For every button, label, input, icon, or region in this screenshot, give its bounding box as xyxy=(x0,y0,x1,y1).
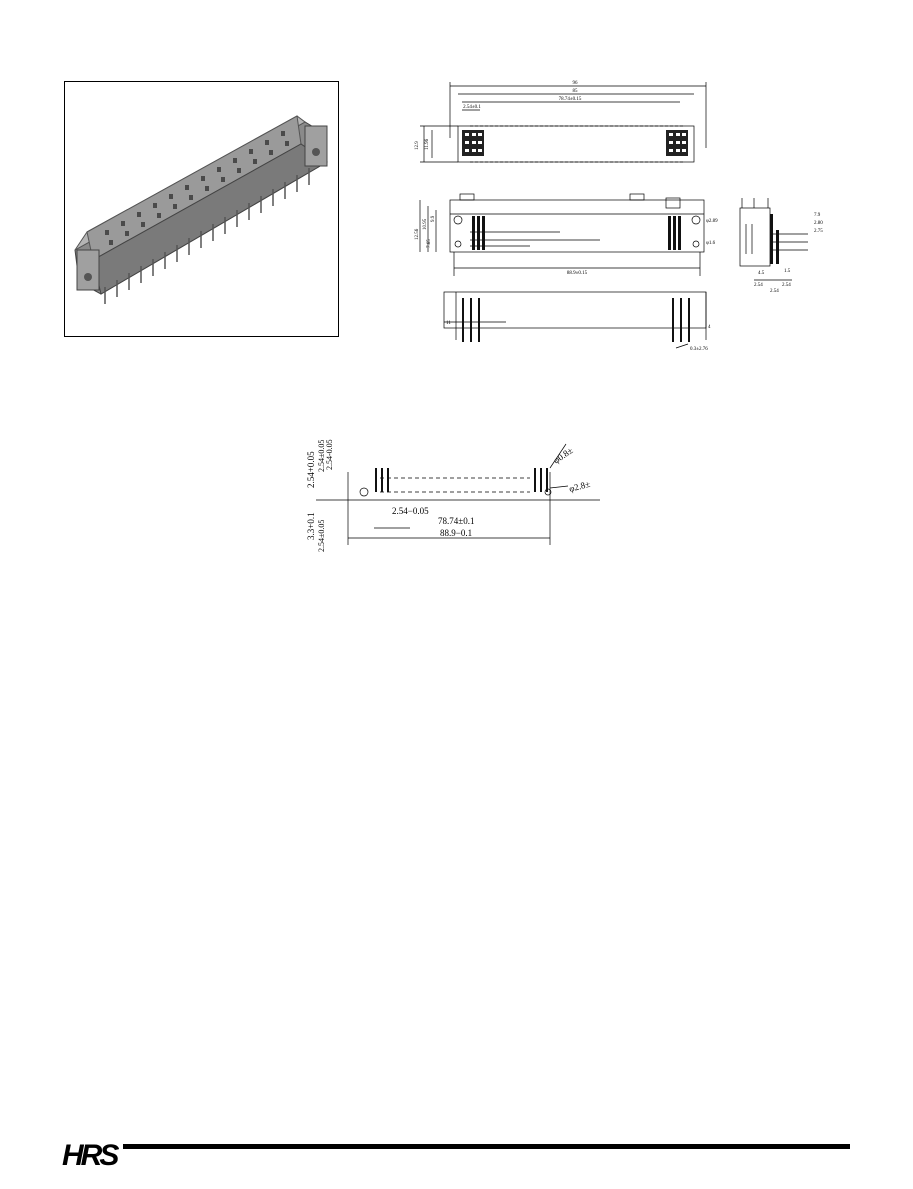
dim-bottom-a: 11 xyxy=(446,321,451,326)
dim-overall-width: 96 xyxy=(572,81,578,86)
product-photo xyxy=(64,81,339,337)
top-view-drawing xyxy=(410,78,720,170)
dim-side-label-1: 2.75 xyxy=(814,229,823,234)
dim-front-height-total: 12.56 xyxy=(415,228,420,240)
pcb-hole-a: φ0.8± xyxy=(551,445,575,466)
brand-logo: HRS xyxy=(62,1139,117,1172)
dim-side-3: 2.54 xyxy=(782,283,791,288)
dim-side-4: 1.5 xyxy=(784,269,791,274)
dim-side-1: 4.5 xyxy=(758,271,765,276)
dim-inner-width: 85 xyxy=(572,89,578,94)
dim-side-2: 2.54 xyxy=(754,283,763,288)
dim-pitch: 2.54±0.1 xyxy=(463,105,481,110)
front-view-drawing xyxy=(410,190,730,285)
dim-side-label-0: 2.80 xyxy=(814,221,823,226)
dim-height-a: 12.9 xyxy=(415,141,420,150)
connector-illustration xyxy=(65,82,338,336)
dim-hole-b: φ1.6 xyxy=(706,241,716,246)
pcb-pitch-v2: 2.54±0.05 xyxy=(317,439,326,472)
dim-front-height-c: 9.9 xyxy=(431,215,436,222)
dim-span: 78.74±0.15 xyxy=(558,97,582,102)
pcb-span-b: 88.9−0.1 xyxy=(440,528,473,538)
pcb-row-offset2: 2.54±0.05 xyxy=(317,519,326,552)
dim-front-span: 88.9±0.15 xyxy=(566,271,588,276)
pcb-layout-drawing xyxy=(300,400,620,552)
pcb-pitch-v3: 2.54-0.05 xyxy=(325,439,334,470)
pcb-pitch-h: 2.54−0.05 xyxy=(392,506,429,516)
pcb-pitch-v1: 2.54+0.05 xyxy=(306,451,316,488)
dim-front-height-b: 10.95 xyxy=(423,218,428,230)
pcb-span-a: 78.74±0.1 xyxy=(438,516,475,526)
pcb-row-offset: 3.3+0.1 xyxy=(306,512,316,540)
dim-hole-a: φ2.89 xyxy=(706,219,718,224)
footer-rule xyxy=(123,1144,850,1149)
pcb-hole-b: φ2.8± xyxy=(567,478,592,494)
bottom-view-drawing xyxy=(436,288,726,354)
dim-height-b: 11.96 xyxy=(425,138,430,150)
side-view-drawing xyxy=(732,194,832,294)
dim-bottom-note: 0.3±2.76 xyxy=(690,347,708,352)
dim-side-5: 2.54 xyxy=(770,289,779,294)
dim-front-height-d: 7.65 xyxy=(427,239,432,248)
dim-side-0: 7.9 xyxy=(814,213,821,218)
dim-bottom-b: 4 xyxy=(708,325,711,330)
